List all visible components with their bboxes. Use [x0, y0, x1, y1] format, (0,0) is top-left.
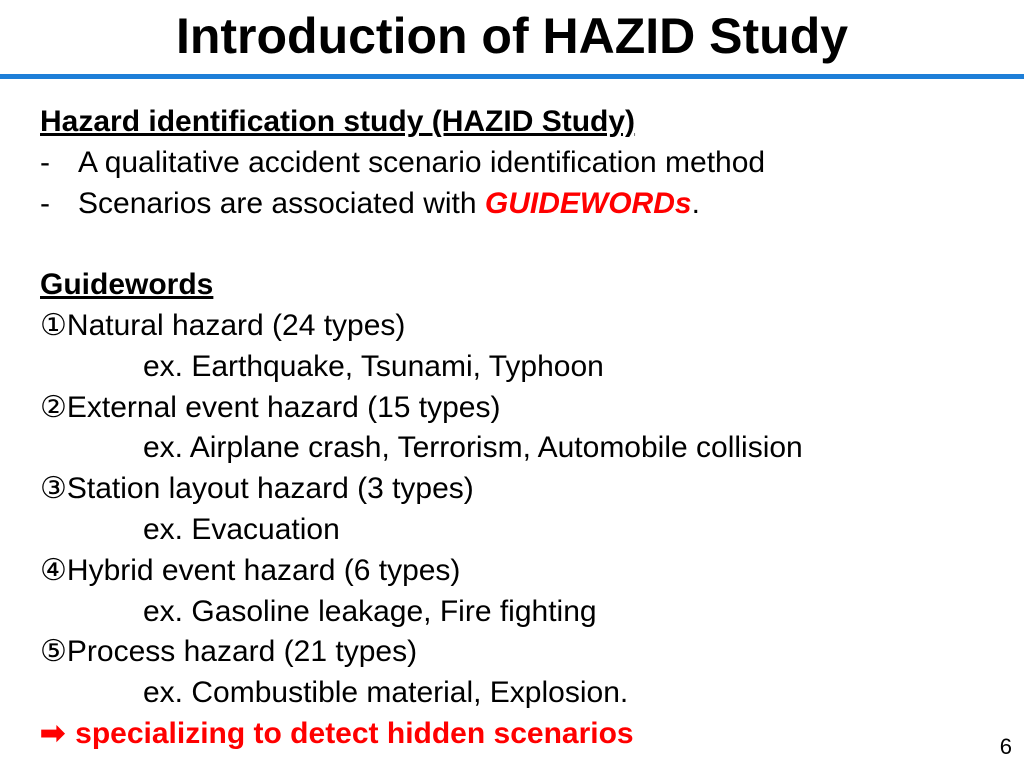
intro-bullet-1: [40, 143, 1000, 184]
circled-number-5: ⑤: [40, 635, 67, 669]
conclusion-text: specializing to detect hidden scenarios: [75, 716, 634, 750]
slide-title: Introduction of HAZID Study: [175, 8, 849, 64]
circled-number-4: ④: [40, 553, 67, 587]
title-underline-rule: [0, 74, 1024, 79]
guideword-label: Natural hazard (24 types): [66, 308, 406, 342]
bullet-text: Scenarios are associated with: [78, 186, 485, 220]
guidewords-heading: Guidewords: [40, 268, 214, 302]
guideword-example-4: ex. Gasoline leakage, Fire fighting: [143, 594, 597, 628]
guideword-example-2: ex. Airplane crash, Terrorism, Automobile collision: [143, 431, 803, 465]
guideword-label: Hybrid event hazard (6 types): [66, 553, 461, 587]
bullet-dash: -: [40, 145, 50, 179]
bullet-suffix: .: [691, 186, 700, 220]
guideword-label: External event hazard (15 types): [66, 390, 501, 424]
page-number: 6: [999, 734, 1012, 759]
bullet-text: A qualitative accident scenario identification method: [78, 145, 766, 179]
guideword-item-2: [40, 388, 1000, 429]
guideword-item-4: [40, 551, 1000, 592]
guideword-example-3: ex. Evacuation: [143, 512, 340, 546]
right-arrow-icon: ➡: [40, 716, 66, 750]
guideword-label: Process hazard (21 types): [66, 635, 418, 669]
guideword-item-5: [40, 632, 1000, 673]
guidewords-emphasis: GUIDEWORDs: [484, 186, 692, 220]
guideword-item-1: [40, 306, 1000, 347]
conclusion-statement: [40, 714, 1000, 755]
guideword-label: Station layout hazard (3 types): [66, 472, 474, 506]
circled-number-2: ②: [40, 390, 67, 424]
circled-number-1: ①: [40, 308, 67, 342]
slide-body: [40, 102, 1000, 755]
intro-heading: Hazard identification study (HAZID Study): [40, 105, 636, 138]
guideword-example-1: ex. Earthquake, Tsunami, Typhoon: [143, 349, 604, 383]
guideword-example-5: ex. Combustible material, Explosion.: [143, 676, 629, 710]
bullet-dash: -: [40, 186, 50, 220]
circled-number-3: ③: [40, 472, 67, 506]
guideword-item-3: [40, 469, 1000, 510]
spacer: [40, 224, 1000, 265]
intro-bullet-2: [40, 184, 1000, 225]
